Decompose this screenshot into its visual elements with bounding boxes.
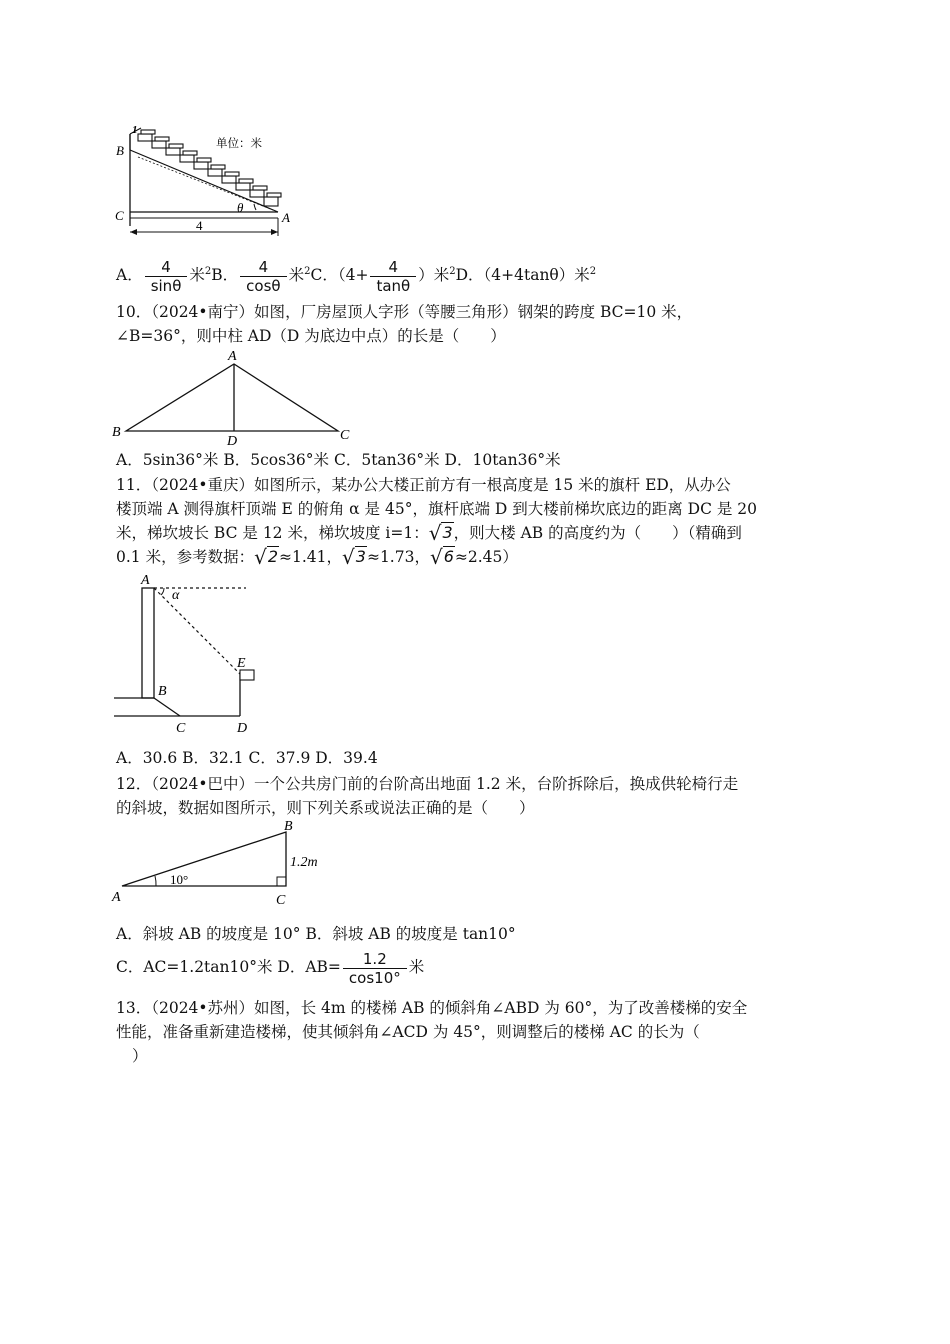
- q10-question-line-2: ∠B=36°，则中柱 AD（D 为底边中点）的长是（ ）: [116, 327, 506, 345]
- q9-fig-label-theta: θ: [237, 200, 244, 215]
- q10-options: A．5sin36°米 B．5cos36°米 C．5tan36°米 D．10tan36°米: [116, 451, 561, 469]
- q12-fig-label-a: A: [112, 890, 121, 905]
- q13-question-line-2: 性能，准备重新建造楼梯，使其倾斜角∠ACD 为 45°，则调整后的楼梯 AC 的长为（: [116, 1023, 700, 1041]
- q9-fig-label-c: C: [115, 208, 124, 223]
- sqrt-6-radical: √6: [429, 545, 454, 569]
- q9-option-a-fraction: $\frac{4}{\sin\theta}$: [145, 258, 188, 295]
- q12-fig-label-c: C: [276, 893, 286, 908]
- q11-options: A．30.6 B．32.1 C．37.9 D．39.4: [116, 749, 378, 767]
- q12-options-line-2: C．AC=1.2tan10°米 D．AB= $\frac{1.2}{\cos 10^\circ}$ 米: [116, 949, 425, 987]
- q11-fig-label-b: B: [158, 684, 167, 699]
- q13-question-line-3: ）: [132, 1047, 148, 1065]
- q9-fig-label-1: 1: [132, 124, 138, 136]
- q12-options-line-1: A．斜坡 AB 的坡度是 10° B．斜坡 AB 的坡度是 tan10°: [116, 925, 516, 943]
- wheelchair-ramp-figure: [110, 816, 340, 908]
- q11-fig-label-alpha: α: [172, 588, 180, 603]
- q11-fig-label-c: C: [176, 721, 186, 736]
- q12-question-line-2: 的斜坡，数据如图所示，则下列关系或说法正确的是（ ）: [116, 799, 535, 817]
- q11-question-line-4: 0.1 米，参考数据：√2≈1.41，√3≈1.73，√6≈2.45）: [116, 545, 518, 569]
- q11-fig-label-e: E: [237, 656, 246, 671]
- q12-option-d-fraction: $\frac{1.2}{\cos 10^\circ}$: [343, 950, 407, 987]
- q10-question-line-1: 10．（2024•南宁）如图，厂房屋顶人字形（等腰三角形）钢架的跨度 BC=10 米，: [116, 303, 693, 321]
- sqrt-3-radical-ref: √3: [342, 545, 366, 569]
- q12-fig-label-height: 1.2m: [290, 855, 318, 870]
- q11-question-line-2: 楼顶端 A 测得旗杆顶端 E 的俯角 α 是 45°，旗杆底端 D 到大楼前梯坎底边的距离 DC 是 20: [116, 500, 758, 518]
- roof-truss-figure: [108, 344, 358, 446]
- q12-fig-label-b: B: [284, 819, 293, 834]
- staircase-figure: [108, 122, 308, 240]
- q11-question-line-3: 米，梯坎坡长 BC 是 12 米，梯坎坡度 i=1：√3，则大楼 AB 的高度约为（ ）（精确到: [116, 521, 742, 545]
- q10-fig-label-d: D: [227, 434, 238, 446]
- q10-fig-label-c: C: [340, 428, 350, 443]
- q11-fig-label-d: D: [237, 721, 248, 736]
- q12-fig-label-angle: 10°: [170, 872, 189, 887]
- q13-question-line-1: 13．（2024•苏州）如图，长 4m 的楼梯 AB 的倾斜角∠ABD 为 60°，为了改善楼梯的安全: [116, 999, 748, 1017]
- q9-fig-unit-label: 单位：米: [216, 138, 262, 150]
- q10-fig-label-a: A: [228, 349, 237, 364]
- q11-fig-label-a: A: [141, 573, 150, 588]
- q9-option-c-fraction: $\frac{4}{\tan\theta}$: [370, 258, 416, 295]
- q10-fig-label-b: B: [112, 425, 121, 440]
- building-flagpole-figure: [110, 570, 260, 736]
- q9-fig-label-4: 4: [196, 218, 203, 233]
- q9-options: A． $\frac{4}{\sin\theta}$ 米$^2$B． $\frac{4}{\cos\theta}$ 米$^2$C．（4+ $\frac{4}{\tan\theta}$ ）米$^2$D．（4+4tanθ）米$^2$: [116, 257, 597, 295]
- q12-question-line-1: 12．（2024•巴中）一个公共房门前的台阶高出地面 1.2 米，台阶拆除后，换成供轮椅行走: [116, 775, 739, 793]
- q11-question-line-1: 11．（2024•重庆）如图所示，某办公大楼正前方有一根高度是 15 米的旗杆 ED，从办公: [116, 476, 731, 494]
- sqrt-3-radical: √3: [428, 521, 453, 545]
- q9-fig-label-a: A: [282, 210, 290, 225]
- q9-fig-label-b: B: [116, 143, 124, 158]
- q9-option-b-fraction: $\frac{4}{\cos\theta}$: [240, 258, 286, 295]
- sqrt-2-radical: √2: [254, 545, 279, 569]
